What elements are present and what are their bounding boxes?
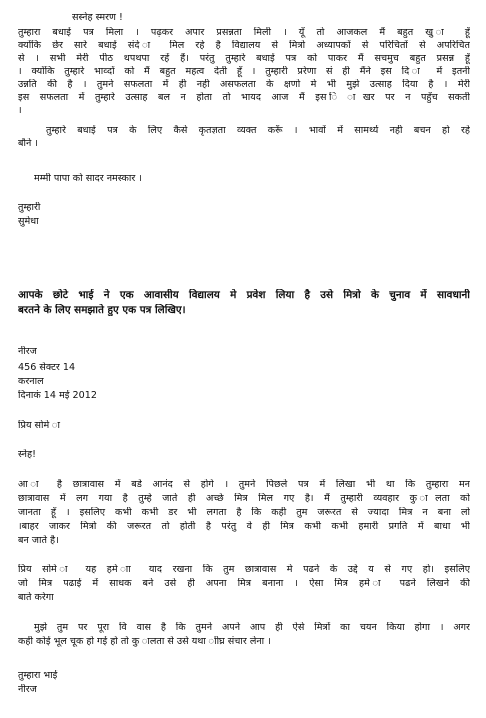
letter1-para1-line: उन्नति की है । तुमने सफलता में ही नही असफलता के क्षणो मे भी मुझे उत्साह दिया है । मेरी xyxy=(18,79,470,90)
letter2-greeting: स्नेह! xyxy=(18,449,36,460)
letter2-date: दिनाकं 14 मई 2012 xyxy=(18,390,97,401)
letter2-para2-line: जो मित्र पढाई में साधक बने उसे ही अपना मित्र बनाना । ऐसा मित्र हमे ा पढने लिखने की xyxy=(18,578,470,589)
letter2-para2-line: बाते करेगा xyxy=(18,592,54,603)
letter1-para1-line: तुम्हारा बधाई पत्र मिला । पढ़कर अपार प्रसन्नता मिली । यूँ तो आजकल मैं बहुत खु ा हूँ xyxy=(18,27,470,38)
letter2-para3-line: मुझे तुम पर पूरा वि वास है कि तुमने अपने आप ही ऐसे मित्रों का चयन किया होगा । अगर xyxy=(34,622,470,633)
letter2-para1-line: जानता हूँ । इसलिए कभी कभी डर भी लगता है कि कही तुम जरूरत से ज्यादा मित्र न बना लो xyxy=(18,507,470,518)
letter2-addressee: प्रिय सोमे ा xyxy=(18,420,60,431)
letter1-salutation: सस्नेह स्मरण ! xyxy=(72,12,123,23)
letter1-para2-line: बौने । xyxy=(18,138,38,149)
letter2-para3-line: कही कोई भूल चूक हो गई हो तो कु ालता से उसे यथा ाीघ्र संचार लेना । xyxy=(18,636,271,647)
letter1-para2-line: तुम्हारे बधाई पत्र के लिए कैसे कृतज्ञता व्यक्त करूँ । भावों में सामर्थ्य नही बचन हो रहे xyxy=(46,125,470,136)
letter1-para1-line: । क्योंकि तुम्हारे भाव्दों को मैं बहुत महत्व देती हूँ । तुम्हारी प्ररेणा सं ही मैंने इस दि ा में इतनी xyxy=(18,66,470,77)
letter2-address-line1: 456 सेक्टर 14 xyxy=(18,362,76,373)
letter2-signature: नीरज xyxy=(18,684,37,695)
question-line: आपके छोटे भाई ने एक आवासीय विद्यालय मे प्रवेश लिया है उसे मित्रो के चुनाव में सावधानी xyxy=(18,289,470,301)
letter2-sender-name: नीरज xyxy=(18,346,37,357)
letter2-para1-line: आ ा है छात्रावास में बडे आनंद से होगे । तुमने पिछले पत्र में लिखा भी था कि तुम्हारा मन xyxy=(18,479,470,490)
question-line: बरतने के लिए समझाते हुए एक पत्र लिखिए। xyxy=(18,304,186,316)
letter1-para1-line: । xyxy=(18,105,22,116)
letter2-para2-line: प्रिय सोमे ा यह हमे ाा याद रखना कि तुम छात्रावास मे पढने के उद्दे य से गए हो। इसलिए xyxy=(18,564,470,575)
letter2-para1-line: ।बाहर जाकर मित्रो की जरूरत तो होती है परंतु वे ही मित्र कभी कभी हमारी प्रगति में बाधा भी xyxy=(18,521,470,532)
letter1-para1-line: क्योंकि छेर सारे बधाई संदे ा मिल रहे है विद्यालय से मित्रो अध्यापकों से परिचितों से अपरिचित xyxy=(18,40,470,51)
letter1-regards: मम्मी पापा को सादर नमस्कार । xyxy=(34,173,142,184)
letter1-para1-line: से । सभी मेरी पीठ थपथपा रहें हैं। परंतु तुम्हारे बधाई पत्र को पाकर मैं सचमुच बहुत प्रसन्न हूँ xyxy=(18,53,470,64)
letter2-para1-line: छात्रावास में लग गया है तुम्हे जाते ही अच्छे मित्र मिल गए है। मैं तुम्हारी व्यवहार कु ालता को xyxy=(18,493,470,504)
letter2-para1-line: बन जाते है। xyxy=(18,535,59,546)
letter2-closing: तुम्हारा भाई xyxy=(18,670,58,681)
letter2-address-line2: करनाल xyxy=(18,376,44,387)
letter1-signature: सुमेधा xyxy=(18,216,39,227)
letter1-closing: तुम्हारी xyxy=(18,202,41,213)
letter1-para1-line: इस सफलता में तुम्हारे उत्साह बल न होता तो भायद आज मैं इस ि ाखर पर न पहुँच सकती xyxy=(18,92,470,103)
